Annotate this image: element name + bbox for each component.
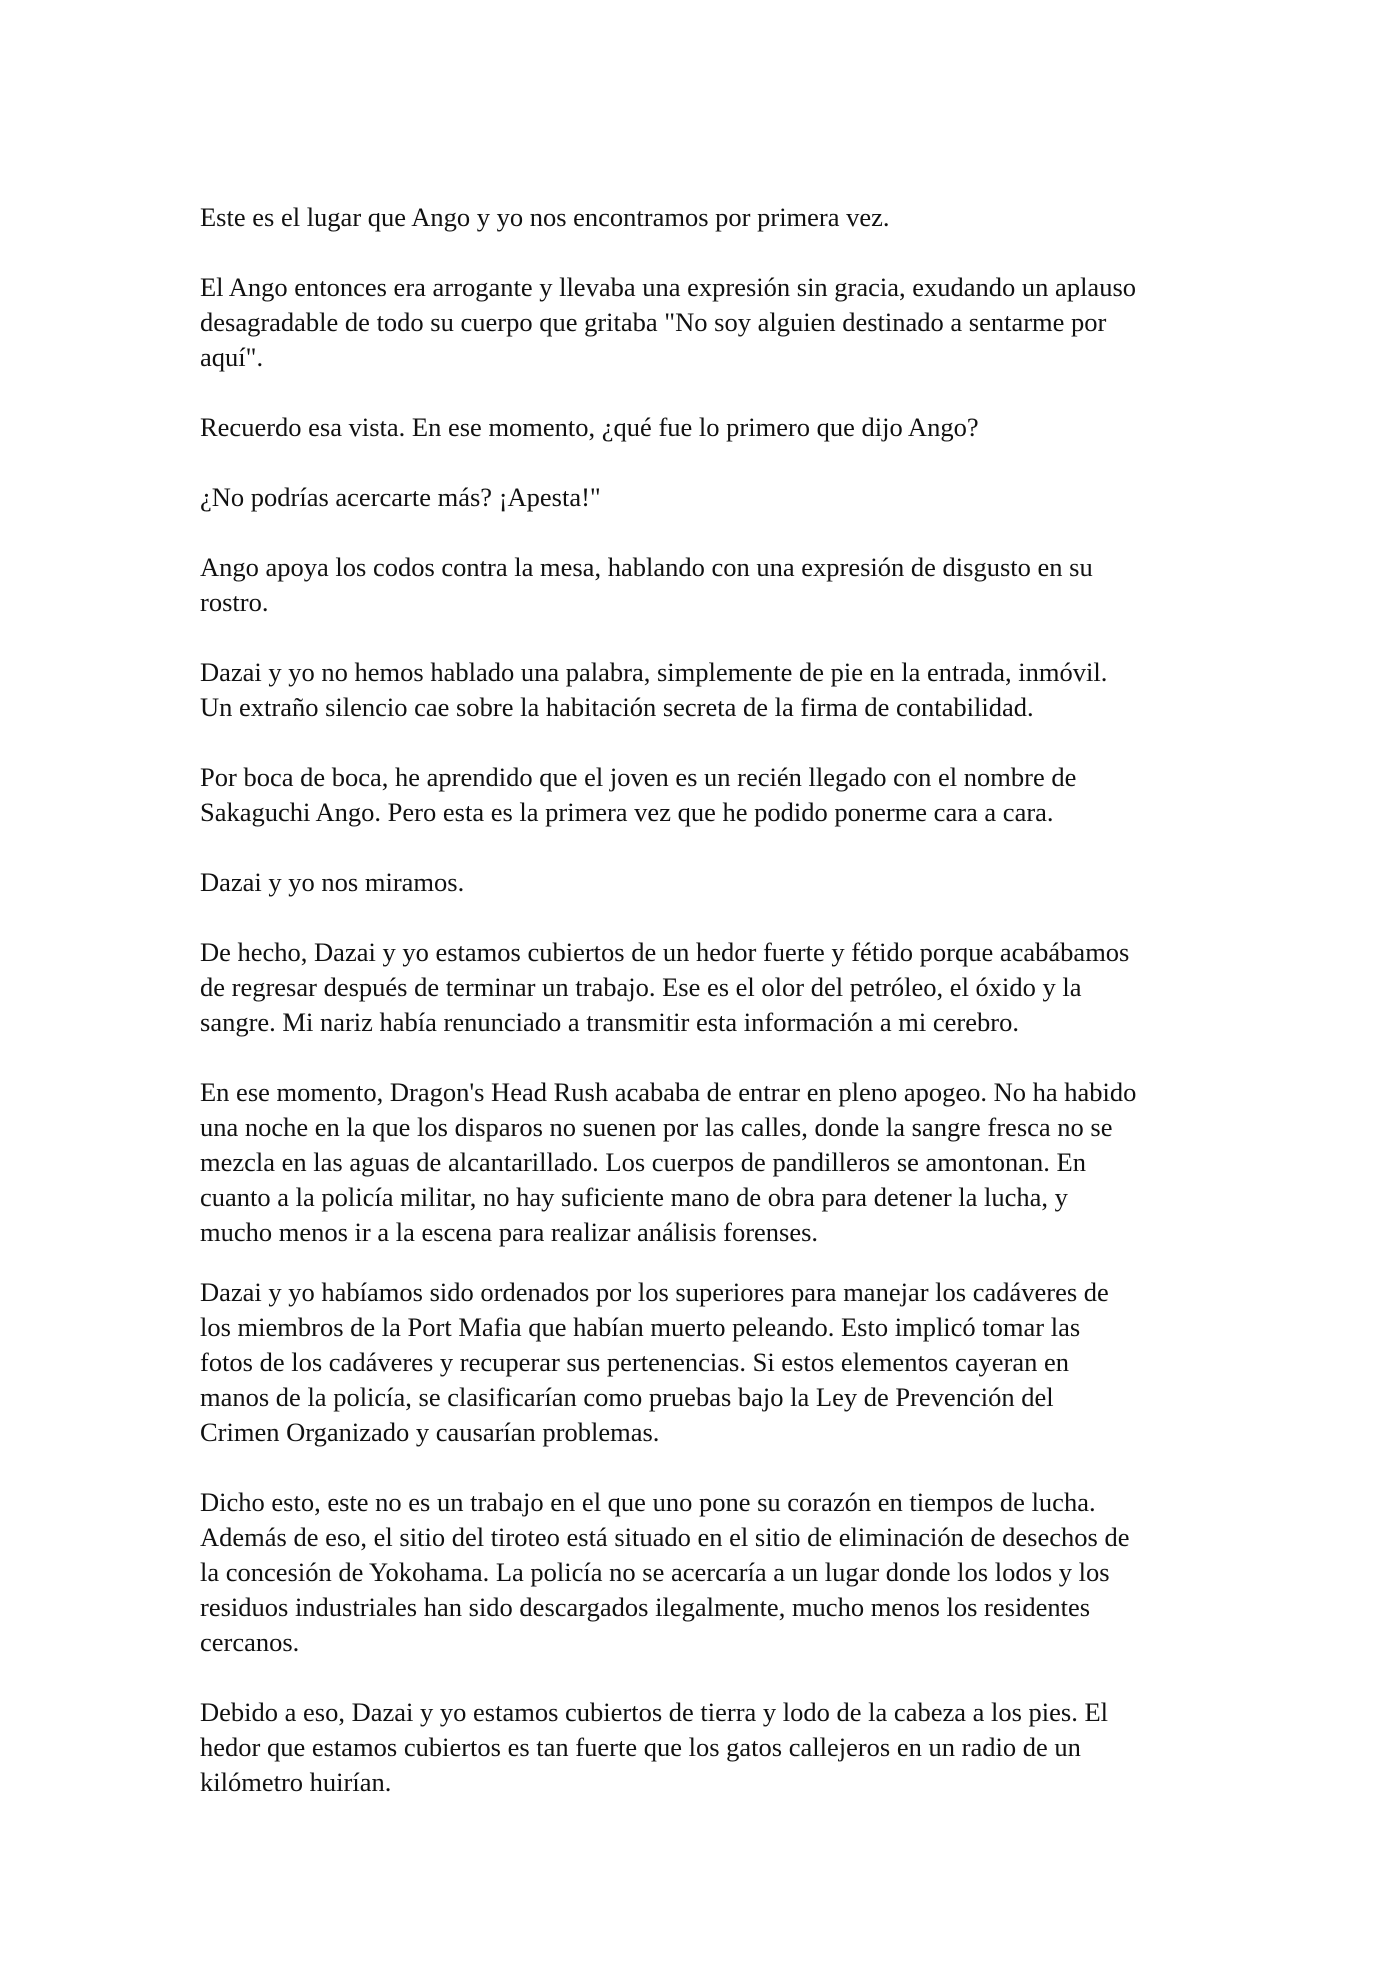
paragraph-13: Debido a eso, Dazai y yo estamos cubiertos de tierra y lodo de la cabeza a los pies. El hedor que estamos cubiertos es tan fuerte que los gatos callejeros en un radio de un kilómetro huirían. — [200, 1697, 1109, 1797]
paragraph-9: De hecho, Dazai y yo estamos cubiertos de un hedor fuerte y fétido porque acabábamos de regresar después de terminar un trabajo. Ese es el olor del petróleo, el óxido y la sangre. Mi nariz había renunciado a transmitir esta información a mi cerebro. — [200, 937, 1130, 1037]
paragraph-5: Ango apoya los codos contra la mesa, hablando con una expresión de disgusto en su rostro. — [200, 552, 1093, 617]
paragraph-12: Dicho esto, este no es un trabajo en el que uno pone su corazón en tiempos de lucha. Además de eso, el sitio del tiroteo está situado en el sitio de eliminación de desechos de la concesión de Yokohama. La policía no se acercaría a un lugar donde los lodos y los residuos industriales han sido descargados ilegalmente, mucho menos los residentes cercanos. — [200, 1487, 1130, 1657]
paragraph-11: Dazai y yo habíamos sido ordenados por los superiores para manejar los cadáveres de los miembros de la Port Mafia que habían muerto peleando. Esto implicó tomar las fotos de los cadáveres y recuperar sus pertenencias. Si estos elementos cayeran en manos de la policía, se clasificarían como pruebas bajo la Ley de Prevención del Crimen Organizado y causarían problemas. — [200, 1277, 1109, 1447]
paragraph-2: El Ango entonces era arrogante y llevaba una expresión sin gracia, exudando un aplauso desagradable de todo su cuerpo que gritaba "No soy alguien destinado a sentarme por aquí". — [200, 272, 1137, 372]
paragraph-6: Dazai y yo no hemos hablado una palabra, simplemente de pie en la entrada, inmóvil. Un extraño silencio cae sobre la habitación secreta de la firma de contabilidad. — [200, 657, 1108, 722]
paragraph-8: Dazai y yo nos miramos. — [200, 867, 465, 897]
paragraph-4: ¿No podrías acercarte más? ¡Apesta!" — [200, 482, 601, 512]
paragraph-10: En ese momento, Dragon's Head Rush acababa de entrar en pleno apogeo. No ha habido una noche en la que los disparos no suenen por las calles, donde la sangre fresca no se mezcla en las aguas de alcantarillado. Los cuerpos de pandilleros se amontonan. En cuanto a la policía militar, no hay suficiente mano de obra para detener la lucha, y mucho menos ir a la escena para realizar análisis forenses. — [200, 1077, 1137, 1247]
paragraph-1: Este es el lugar que Ango y yo nos encontramos por primera vez. — [200, 202, 890, 232]
paragraph-7: Por boca de boca, he aprendido que el joven es un recién llegado con el nombre de Sakaguchi Ango. Pero esta es la primera vez que he podido ponerme cara a cara. — [200, 762, 1077, 827]
document-body — [200, 200, 1210, 1835]
paragraph-3: Recuerdo esa vista. En ese momento, ¿qué fue lo primero que dijo Ango? — [200, 412, 979, 442]
